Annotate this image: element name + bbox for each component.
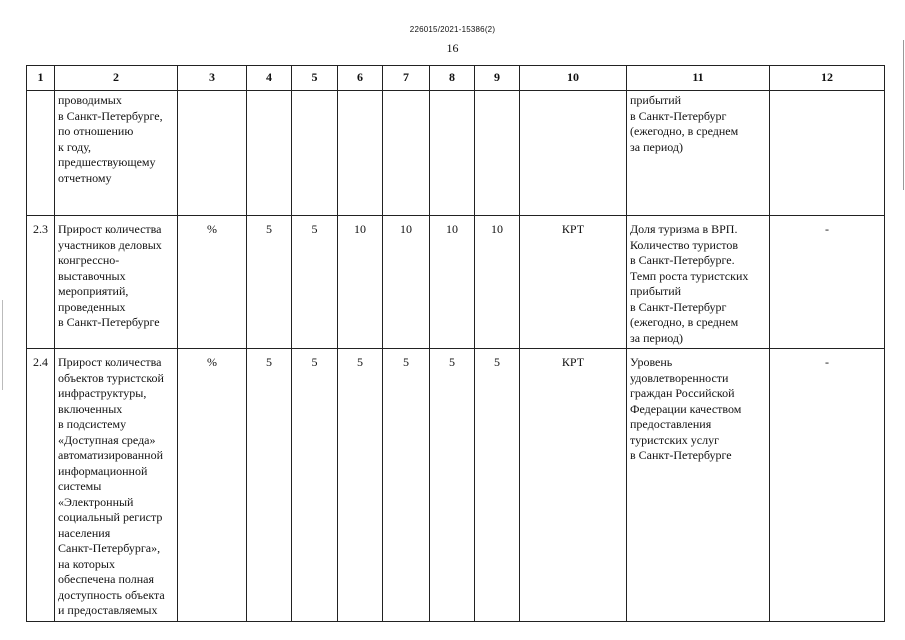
row-number: 2.3 <box>27 216 55 349</box>
document-number: 226015/2021-15386(2) <box>409 25 496 34</box>
value-col-9: 5 <box>475 349 520 622</box>
value-col-8: 10 <box>430 216 475 349</box>
value-col-4: 5 <box>247 349 292 622</box>
col-header-1: 1 <box>27 66 55 91</box>
note-col-12 <box>770 91 885 216</box>
col-header-10: 10 <box>520 66 627 91</box>
value-col-8: 5 <box>430 349 475 622</box>
note-col-12: - <box>770 349 885 622</box>
value-col-7: 10 <box>383 216 430 349</box>
unit: % <box>178 216 247 349</box>
related-indicators-col-11: Доля туризма в ВРП. Количество туристов в Санкт-Петербурге. Темп роста туристских прибытий в Санкт-Петербург (ежегодно, в среднем за период) <box>627 216 770 349</box>
col-header-11: 11 <box>627 66 770 91</box>
col-header-3: 3 <box>178 66 247 91</box>
col-header-8: 8 <box>430 66 475 91</box>
table-row <box>27 216 885 349</box>
col-header-7: 7 <box>383 66 430 91</box>
related-indicators-col-11: Уровень удовлетворенности граждан Российской Федерации качеством предоставления туристских услуг в Санкт-Петербурге <box>627 349 770 622</box>
value-col-7 <box>383 91 430 216</box>
value-col-5: 5 <box>292 349 338 622</box>
note-col-12: - <box>770 216 885 349</box>
value-col-5: 5 <box>292 216 338 349</box>
unit <box>178 91 247 216</box>
page-number: 16 <box>446 41 459 55</box>
indicator-name: Прирост количества объектов туристской инфраструктуры, включенных в подсистему «Доступная среда» автоматизированной информационной системы «Электронный социальный регистр населения Санкт-Петербурга», на которых обеспечена полная доступность объекта и предоставляемых <box>55 349 178 622</box>
row-number <box>27 91 55 216</box>
row-number: 2.4 <box>27 349 55 622</box>
col-header-4: 4 <box>247 66 292 91</box>
value-col-7: 5 <box>383 349 430 622</box>
table-row <box>27 91 885 216</box>
indicators-table <box>26 65 885 622</box>
indicator-name: Прирост количества участников деловых конгрессно- выставочных мероприятий, проведенных в Санкт-Петербурге <box>55 216 178 349</box>
col-header-12: 12 <box>770 66 885 91</box>
responsible-col-10: КРТ <box>520 349 627 622</box>
value-col-5 <box>292 91 338 216</box>
responsible-col-10 <box>520 91 627 216</box>
value-col-4: 5 <box>247 216 292 349</box>
unit: % <box>178 349 247 622</box>
value-col-8 <box>430 91 475 216</box>
scan-edge-right <box>903 40 904 190</box>
indicator-name: проводимых в Санкт-Петербурге, по отношению к году, предшествующему отчетному <box>55 91 178 216</box>
value-col-9: 10 <box>475 216 520 349</box>
value-col-6: 5 <box>338 349 383 622</box>
responsible-col-10: КРТ <box>520 216 627 349</box>
col-header-2: 2 <box>55 66 178 91</box>
scan-edge-left <box>2 300 3 390</box>
col-header-6: 6 <box>338 66 383 91</box>
table-row <box>27 349 885 622</box>
value-col-6 <box>338 91 383 216</box>
value-col-4 <box>247 91 292 216</box>
related-indicators-col-11: прибытий в Санкт-Петербург (ежегодно, в среднем за период) <box>627 91 770 216</box>
col-header-5: 5 <box>292 66 338 91</box>
value-col-9 <box>475 91 520 216</box>
header-row <box>27 66 885 91</box>
value-col-6: 10 <box>338 216 383 349</box>
col-header-9: 9 <box>475 66 520 91</box>
